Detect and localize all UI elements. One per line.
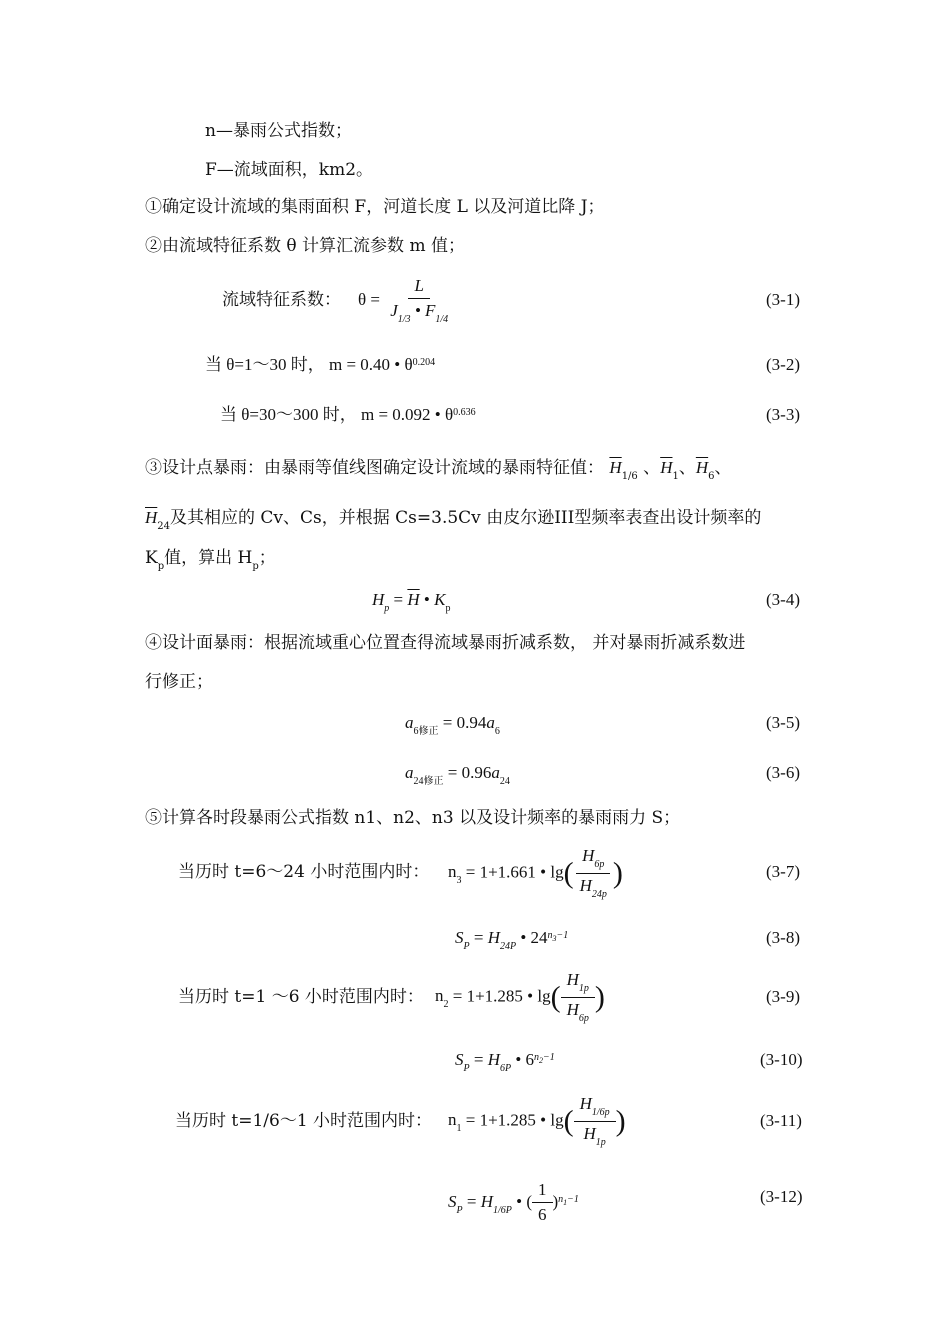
eq-3-11-formula: $n_1 = 1+1.285$ • lg( $\frac{H_{1/6p}}{H_{1p}}$ )	[448, 1094, 626, 1148]
eq-number: (3-10)	[760, 1050, 803, 1069]
eq-3-12: $S_P = H_{1/6P}$ • ( $\frac{1}{6}$ )$^{n_1-1}$	[448, 1180, 579, 1225]
eq-3-9-coef: = 1+1.285 • lg	[452, 986, 551, 1006]
step-5: ⑤计算各时段暴雨公式指数 n1、n2、n3 以及设计频率的暴雨雨力 S；	[145, 808, 681, 828]
eq-3-9-label: 当历时 t=1 ～6 小时范围内时：	[178, 987, 424, 1007]
eq-3-7-label: 当历时 t=6～24 小时范围内时：	[178, 862, 430, 882]
eq-3-11-label: 当历时 t=1/6～1 小时范围内时：	[175, 1111, 433, 1131]
eq-3-1-formula: θ = $\frac{L}{J_{1/3} • F_{1/4}}$	[358, 276, 449, 326]
eq-number: (3-2)	[766, 355, 800, 374]
eq-number: (3-4)	[766, 590, 800, 609]
step-3-text: ③设计点暴雨：由暴雨等值线图确定设计流域的暴雨特征值：	[145, 458, 604, 478]
eq-number: (3-11)	[760, 1111, 802, 1130]
step-3-text-c: 值，算出 H	[164, 548, 253, 568]
eq-3-3-text: 当 θ=30～300 时， m = 0.092 • θ	[220, 405, 454, 424]
eq-3-5-rhs: = 0.94	[442, 713, 487, 732]
f-definition: F—流域面积，km2。	[205, 160, 374, 180]
eq-3-3	[220, 405, 476, 425]
eq-3-2-text: 当 θ=1～30 时， m = 0.40 • θ	[205, 355, 413, 374]
eq-3-5-sub: 6修正	[413, 726, 439, 737]
step-3-text-b: 及其相应的 Cv、Cs，并根据 Cs=3.5Cv 由皮尔逊III型频率表查出设计频率的	[170, 508, 762, 528]
eq-number: (3-7)	[766, 862, 800, 881]
step-3-line-2: $\overline{H}_{24}$及其相应的 Cv、Cs，并根据 Cs=3.5Cv 由皮尔逊III型频率表查出设计频率的	[145, 508, 762, 532]
eq-3-2	[205, 355, 435, 375]
step-4-line-1: ④设计面暴雨：根据流域重心位置查得流域暴雨折减系数， 并对暴雨折减系数进	[145, 633, 746, 653]
eq-3-7-formula: $n_3 = 1+1.661$ • lg( $\frac{H_{6p}}{H_{24p}}$ )	[448, 846, 623, 900]
eq-number: (3-8)	[766, 928, 800, 947]
eq-3-9-formula: $n_2 = 1+1.285$ • lg( $\frac{H_{1p}}{H_{6p}}$ )	[435, 970, 605, 1024]
eq-number: (3-6)	[766, 763, 800, 782]
n-definition: n—暴雨公式指数；	[205, 121, 352, 141]
eq-3-5: $a_{6修正} = 0.94a_6$	[405, 713, 500, 737]
eq-3-6: $a_{24修正} = 0.96a_{24}$	[405, 763, 510, 787]
eq-number: (3-5)	[766, 713, 800, 732]
eq-number: (3-3)	[766, 405, 800, 424]
eq-number: (3-1)	[766, 290, 800, 309]
eq-3-10: $S_P = H_{6P}$ • $6^{n_2-1}$	[455, 1050, 555, 1074]
eq-3-2-exp: 0.204	[412, 357, 436, 368]
eq-3-1-label: 流域特征系数：	[222, 290, 341, 310]
step-3-line-1: ③设计点暴雨：由暴雨等值线图确定设计流域的暴雨特征值： $\overline{H}_{1/6}$ 、$\overline{H}_1$、$\overline{H}_6$、	[145, 458, 732, 482]
eq-3-8: $S_P = H_{24P}$ • $24^{n_3-1}$	[455, 928, 569, 952]
step-4-line-2: 行修正；	[145, 672, 213, 692]
eq-number: (3-12)	[760, 1187, 803, 1206]
eq-3-7-coef: = 1+1.661 • lg	[465, 862, 564, 882]
eq-3-3-exp: 0.636	[453, 407, 476, 418]
eq-3-6-rhs: = 0.96	[447, 763, 492, 782]
step-3-line-3: $K_p$值，算出 $H_p$；	[145, 548, 276, 572]
eq-3-11-coef: = 1+1.285 • lg	[465, 1110, 564, 1130]
step-1: ①确定设计流域的集雨面积 F，河道长度 L 以及河道比降 J；	[145, 197, 605, 217]
step-2: ②由流域特征系数 θ 计算汇流参数 m 值；	[145, 236, 465, 256]
eq-3-6-sub: 24修正	[413, 776, 444, 787]
eq-3-4: $H_p = \overline{H}$ • $K_p$	[372, 590, 451, 614]
eq-number: (3-9)	[766, 987, 800, 1006]
